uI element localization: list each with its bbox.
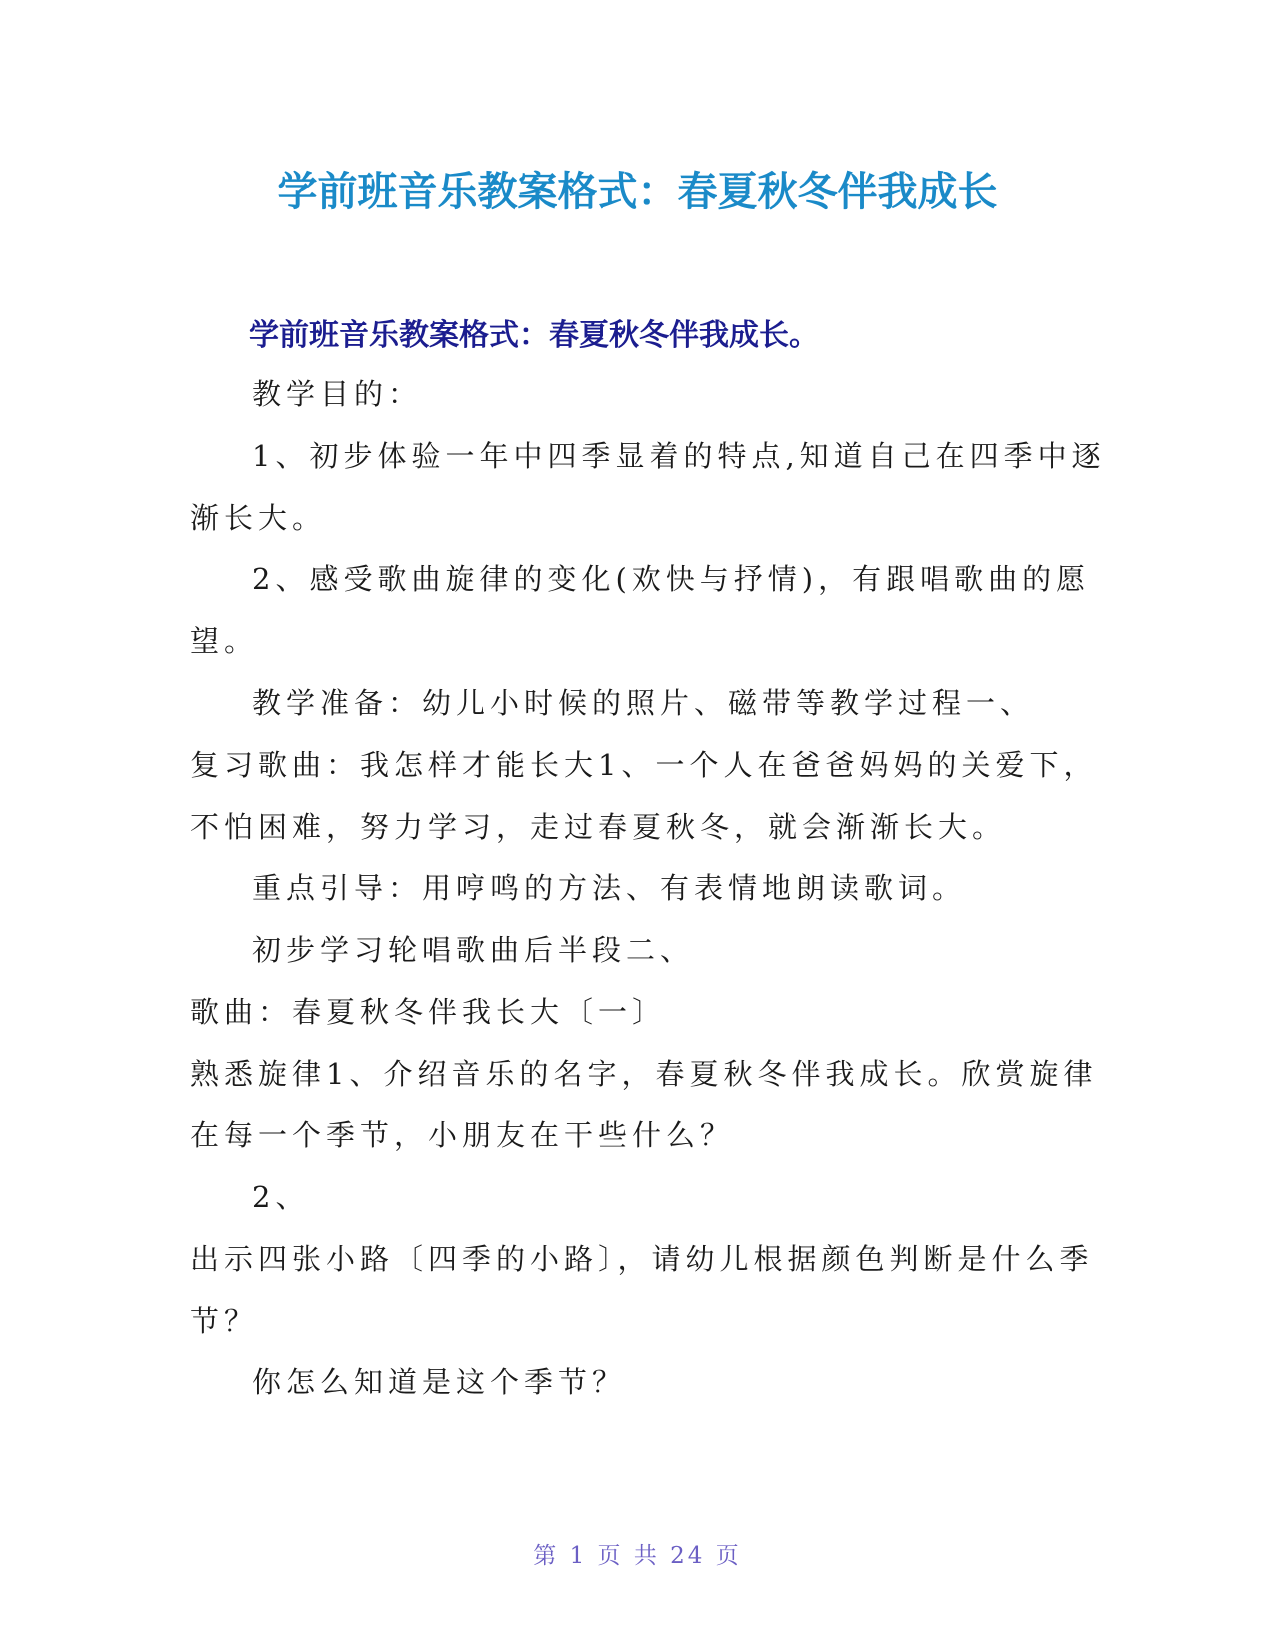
paragraph-line: 熟悉旋律1、介绍音乐的名字，春夏秋冬伴我成长。欣赏旋律 (190, 1057, 1098, 1091)
page-number-footer: 第 1 页 共 24 页 (533, 1543, 742, 1569)
paragraph-line: 初步学习轮唱歌曲后半段二、 (252, 933, 695, 967)
paragraph-line: 教学准备：幼儿小时候的照片、磁带等教学过程一、 (252, 686, 1035, 720)
paragraph-line: 不怕困难，努力学习，走过春夏秋冬，就会渐渐长大。 (190, 810, 1007, 844)
paragraph-line: 渐长大。 (190, 501, 327, 535)
paragraph-line: 出示四张小路〔四季的小路〕，请幼儿根据颜色判断是什么季 (190, 1242, 1094, 1276)
paragraph-line: 教学目的： (252, 377, 423, 411)
paragraph-line: 望。 (190, 624, 259, 658)
paragraph-line: 节？ (190, 1304, 259, 1338)
paragraph-line: 2、 (252, 1180, 310, 1214)
paragraph-line: 1、初步体验一年中四季显着的特点,知道自己在四季中逐 (252, 439, 1106, 473)
paragraph-line: 2、感受歌曲旋律的变化(欢快与抒情)，有跟唱歌曲的愿 (252, 562, 1091, 596)
paragraph-line: 重点引导：用哼鸣的方法、有表情地朗读歌词。 (252, 871, 967, 905)
paragraph-line: 歌曲：春夏秋冬伴我长大〔一〕 (190, 995, 667, 1029)
paragraph-line: 在每一个季节，小朋友在干些什么？ (190, 1118, 735, 1152)
section-heading: 学前班音乐教案格式：春夏秋冬伴我成长。 (249, 318, 819, 353)
document-title: 学前班音乐教案格式：春夏秋冬伴我成长 (277, 169, 998, 215)
paragraph-line: 复习歌曲：我怎样才能长大1、一个人在爸爸妈妈的关爱下， (190, 748, 1098, 782)
paragraph-line: 你怎么知道是这个季节？ (252, 1365, 627, 1399)
